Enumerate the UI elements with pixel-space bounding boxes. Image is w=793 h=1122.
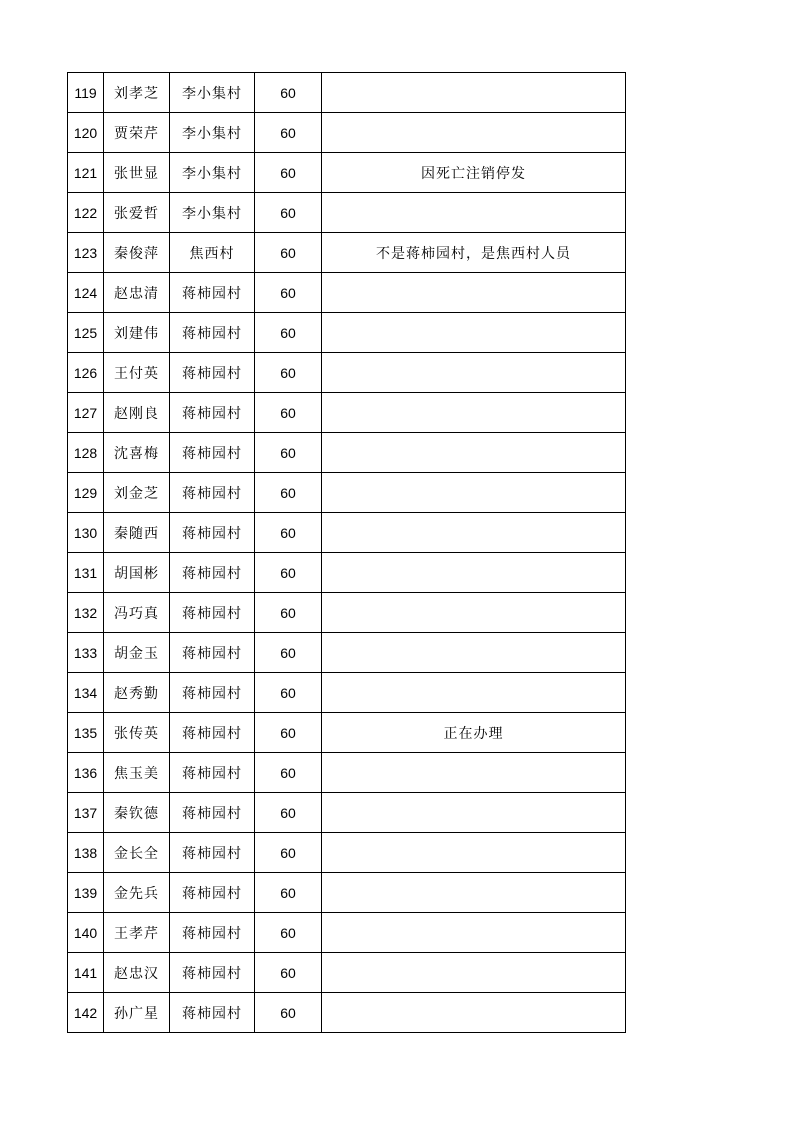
cell-person-name: 张世显 [104, 153, 170, 193]
cell-number: 130 [68, 513, 104, 553]
cell-remark [322, 793, 626, 833]
cell-village: 蒋柿园村 [170, 313, 255, 353]
cell-village: 李小集村 [170, 153, 255, 193]
cell-amount: 60 [255, 633, 322, 673]
cell-person-name: 金长全 [104, 833, 170, 873]
cell-person-name: 胡国彬 [104, 553, 170, 593]
cell-person-name: 赵刚良 [104, 393, 170, 433]
cell-amount: 60 [255, 873, 322, 913]
cell-number: 120 [68, 113, 104, 153]
cell-remark [322, 673, 626, 713]
cell-number: 142 [68, 993, 104, 1033]
cell-amount: 60 [255, 673, 322, 713]
cell-village: 李小集村 [170, 113, 255, 153]
cell-remark [322, 433, 626, 473]
cell-amount: 60 [255, 713, 322, 753]
cell-amount: 60 [255, 193, 322, 233]
cell-number: 125 [68, 313, 104, 353]
cell-remark [322, 473, 626, 513]
cell-village: 蒋柿园村 [170, 793, 255, 833]
cell-amount: 60 [255, 993, 322, 1033]
table-row [68, 633, 626, 673]
cell-village: 蒋柿园村 [170, 633, 255, 673]
table-row [68, 153, 626, 193]
cell-person-name: 胡金玉 [104, 633, 170, 673]
cell-person-name: 王孝芹 [104, 913, 170, 953]
table-row [68, 193, 626, 233]
cell-remark [322, 753, 626, 793]
cell-number: 137 [68, 793, 104, 833]
table-row [68, 793, 626, 833]
cell-number: 138 [68, 833, 104, 873]
cell-village: 李小集村 [170, 73, 255, 113]
cell-person-name: 沈喜梅 [104, 433, 170, 473]
table-row [68, 713, 626, 753]
cell-village: 李小集村 [170, 193, 255, 233]
cell-remark [322, 393, 626, 433]
cell-remark [322, 833, 626, 873]
cell-remark: 正在办理 [322, 713, 626, 753]
cell-village: 蒋柿园村 [170, 833, 255, 873]
cell-person-name: 赵秀勤 [104, 673, 170, 713]
cell-number: 134 [68, 673, 104, 713]
cell-number: 122 [68, 193, 104, 233]
table-row [68, 913, 626, 953]
cell-village: 蒋柿园村 [170, 993, 255, 1033]
cell-amount: 60 [255, 513, 322, 553]
cell-village: 蒋柿园村 [170, 433, 255, 473]
cell-remark [322, 913, 626, 953]
cell-person-name: 刘孝芝 [104, 73, 170, 113]
cell-remark: 因死亡注销停发 [322, 153, 626, 193]
table-row [68, 393, 626, 433]
table-row [68, 753, 626, 793]
cell-remark [322, 553, 626, 593]
cell-remark [322, 273, 626, 313]
cell-number: 128 [68, 433, 104, 473]
cell-village: 蒋柿园村 [170, 393, 255, 433]
cell-village: 蒋柿园村 [170, 353, 255, 393]
table-row [68, 313, 626, 353]
cell-amount: 60 [255, 953, 322, 993]
table-row [68, 273, 626, 313]
cell-amount: 60 [255, 793, 322, 833]
cell-number: 129 [68, 473, 104, 513]
cell-amount: 60 [255, 833, 322, 873]
cell-amount: 60 [255, 913, 322, 953]
cell-person-name: 张爱哲 [104, 193, 170, 233]
cell-village: 蒋柿园村 [170, 673, 255, 713]
cell-amount: 60 [255, 553, 322, 593]
cell-amount: 60 [255, 73, 322, 113]
cell-village: 蒋柿园村 [170, 473, 255, 513]
cell-number: 133 [68, 633, 104, 673]
cell-village: 蒋柿园村 [170, 753, 255, 793]
cell-remark [322, 873, 626, 913]
cell-number: 132 [68, 593, 104, 633]
cell-person-name: 秦随西 [104, 513, 170, 553]
cell-village: 蒋柿园村 [170, 273, 255, 313]
table-row [68, 833, 626, 873]
cell-number: 123 [68, 233, 104, 273]
table-row [68, 353, 626, 393]
cell-remark: 不是蒋柿园村，是焦西村人员 [322, 233, 626, 273]
cell-number: 119 [68, 73, 104, 113]
cell-remark [322, 953, 626, 993]
cell-amount: 60 [255, 233, 322, 273]
cell-person-name: 刘金芝 [104, 473, 170, 513]
cell-remark [322, 193, 626, 233]
cell-amount: 60 [255, 593, 322, 633]
cell-number: 135 [68, 713, 104, 753]
table-row [68, 513, 626, 553]
cell-village: 蒋柿园村 [170, 913, 255, 953]
table-row [68, 113, 626, 153]
cell-remark [322, 513, 626, 553]
cell-village: 蒋柿园村 [170, 513, 255, 553]
cell-village: 蒋柿园村 [170, 553, 255, 593]
cell-number: 127 [68, 393, 104, 433]
cell-amount: 60 [255, 393, 322, 433]
table-row [68, 673, 626, 713]
cell-number: 126 [68, 353, 104, 393]
cell-person-name: 刘建伟 [104, 313, 170, 353]
roster-table [67, 72, 626, 1033]
cell-remark [322, 633, 626, 673]
cell-person-name: 张传英 [104, 713, 170, 753]
cell-amount: 60 [255, 473, 322, 513]
cell-person-name: 焦玉美 [104, 753, 170, 793]
cell-person-name: 秦俊萍 [104, 233, 170, 273]
cell-number: 121 [68, 153, 104, 193]
cell-village: 蒋柿园村 [170, 593, 255, 633]
cell-person-name: 金先兵 [104, 873, 170, 913]
cell-person-name: 贾荣芹 [104, 113, 170, 153]
cell-person-name: 赵忠清 [104, 273, 170, 313]
cell-person-name: 冯巧真 [104, 593, 170, 633]
cell-remark [322, 593, 626, 633]
cell-person-name: 赵忠汉 [104, 953, 170, 993]
cell-village: 焦西村 [170, 233, 255, 273]
table-row [68, 873, 626, 913]
cell-village: 蒋柿园村 [170, 713, 255, 753]
cell-amount: 60 [255, 353, 322, 393]
table-row [68, 953, 626, 993]
cell-number: 136 [68, 753, 104, 793]
table-row [68, 553, 626, 593]
cell-number: 124 [68, 273, 104, 313]
cell-amount: 60 [255, 273, 322, 313]
roster-body [68, 73, 626, 1033]
cell-village: 蒋柿园村 [170, 953, 255, 993]
cell-number: 131 [68, 553, 104, 593]
cell-person-name: 秦钦德 [104, 793, 170, 833]
table-row [68, 993, 626, 1033]
cell-remark [322, 313, 626, 353]
cell-amount: 60 [255, 433, 322, 473]
cell-number: 139 [68, 873, 104, 913]
cell-number: 140 [68, 913, 104, 953]
cell-amount: 60 [255, 753, 322, 793]
cell-amount: 60 [255, 153, 322, 193]
cell-person-name: 孙广星 [104, 993, 170, 1033]
table-row [68, 73, 626, 113]
table-row [68, 433, 626, 473]
cell-number: 141 [68, 953, 104, 993]
table-row [68, 593, 626, 633]
cell-person-name: 王付英 [104, 353, 170, 393]
cell-remark [322, 73, 626, 113]
cell-village: 蒋柿园村 [170, 873, 255, 913]
cell-remark [322, 353, 626, 393]
cell-remark [322, 113, 626, 153]
cell-amount: 60 [255, 313, 322, 353]
cell-amount: 60 [255, 113, 322, 153]
table-row [68, 233, 626, 273]
cell-remark [322, 993, 626, 1033]
table-row [68, 473, 626, 513]
